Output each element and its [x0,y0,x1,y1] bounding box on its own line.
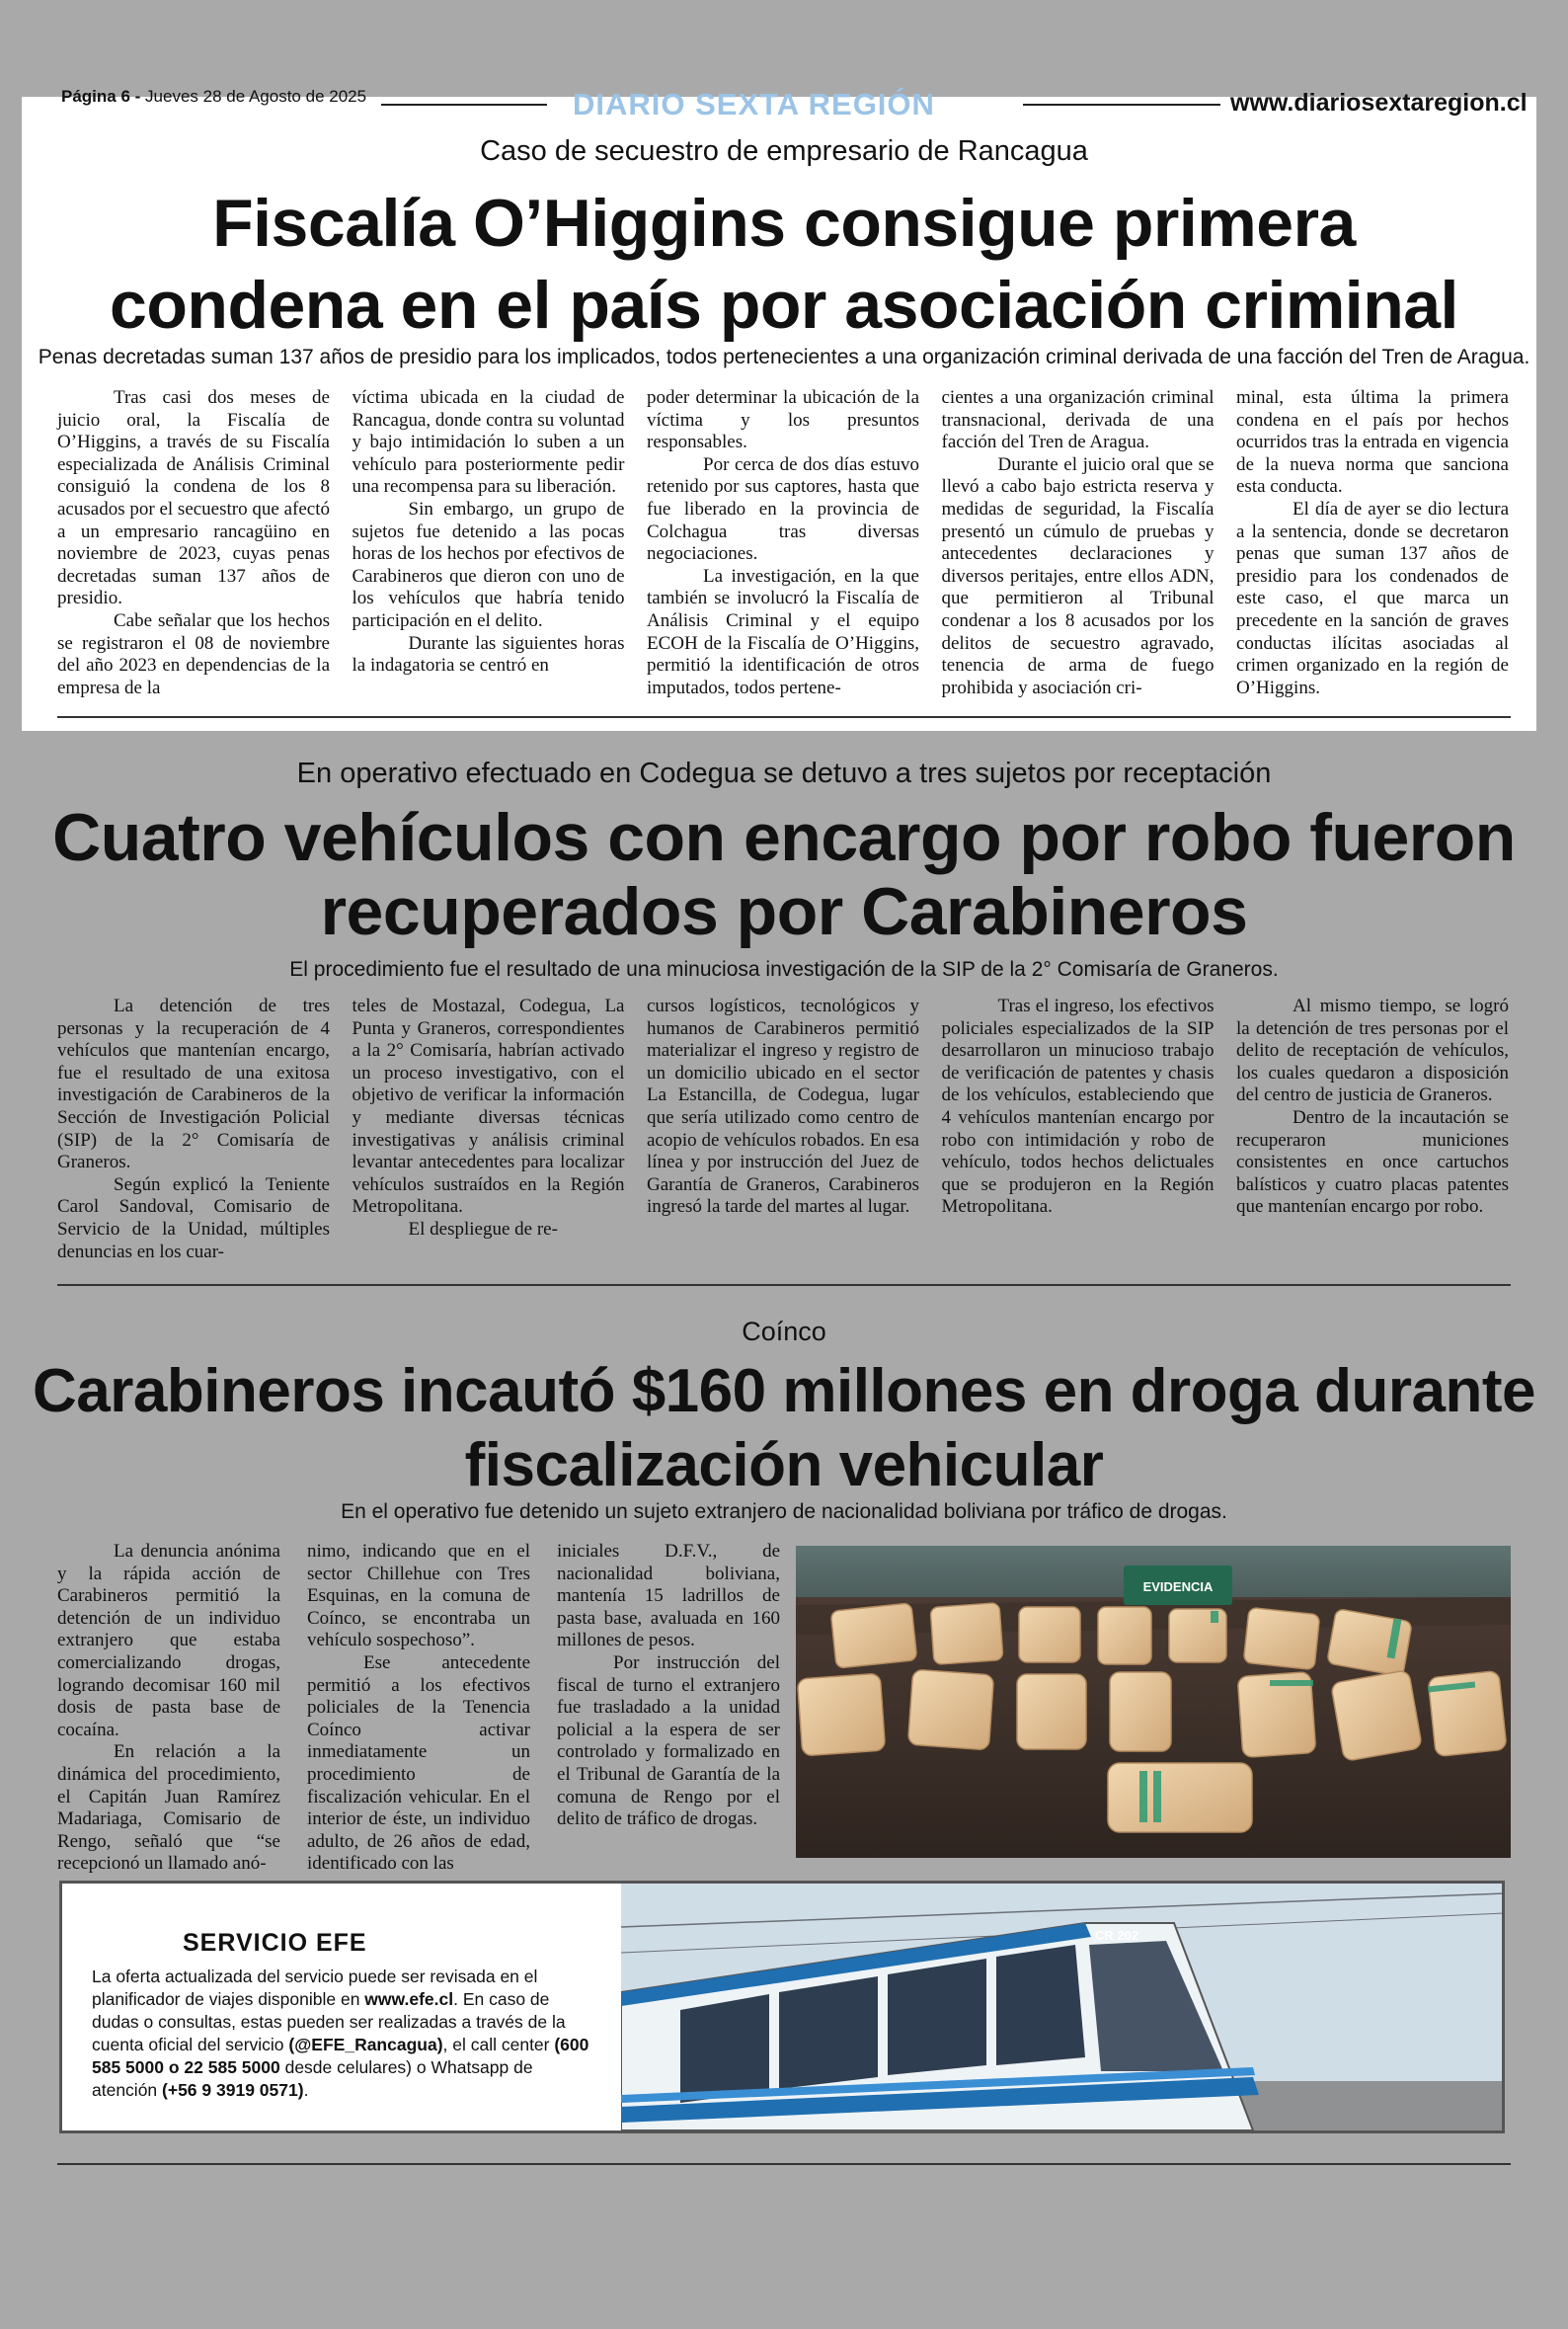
paragraph: cientes a una organización criminal transnacional, derivada de una facción del Tren de Aragua. [941,387,1215,453]
article-3-subhead: En el operativo fue detenido un sujeto extranjero de nacionalidad boliviana por tráfico de drogas. [341,1500,1227,1523]
article-2-bottom-rule [57,1284,1511,1286]
article-1-column-5 [1236,387,1509,713]
paragraph: nimo, indicando que en el sector Chillehue con Tres Esquinas, en la comuna de Coínco, se encontraba un vehículo sospechoso”. [307,1541,530,1651]
paragraph: Tras casi dos meses de juicio oral, la Fiscalía de O’Higgins, a través de su Fiscalía especializada de Análisis Criminal consiguió la condena de los 8 acusados por el secuestro que afectó a un empresario rancagüino en noviembre de 2023, cuyas penas decretadas suman 137 años de presidio. [57,387,330,609]
paragraph: En relación a la dinámica del procedimiento, el Capitán Juan Ramírez Madariaga, Comisario de Rengo, señaló que “se recepcionó un llamado anó- [57,1741,280,1875]
paragraph: El día de ayer se dio lectura a la sentencia, donde se decretaron penas que suman 137 años de presidio para los condenados de este caso, el que marca un precedente en la sanción de graves conductas ilícitas asociadas al crimen organizado en la región de O’Higgins. [1236,498,1509,698]
article-1-subhead: Penas decretadas suman 137 años de presidio para los implicados, todos pertenecientes a una organización criminal derivada de una facción del Tren de Aragua. [38,346,1530,368]
paragraph: Por cerca de dos días estuvo retenido por sus captores, hasta que fue liberado en la provincia de Colchagua tras diversas negociaciones. [647,453,919,565]
article-2-headline-line-1: Cuatro vehículos con encargo por robo fueron [52,800,1516,875]
train-photo [621,1884,1505,2130]
article-3-column-1 [57,1541,280,1875]
efe-text-part: La oferta actualizada del servicio puede ser revisada en el planificador de viajes disponible en [92,1967,538,2009]
article-1-column-3 [647,387,919,713]
paragraph: minal, esta última la primera condena en el país por hechos ocurridos tras la entrada en vigencia de la nueva norma que sanciona esta conducta. [1236,387,1509,498]
paragraph: Cabe señalar que los hechos se registraron el 08 de noviembre del año 2023 en dependencias de la empresa de la [57,609,330,698]
article-1-kicker: Caso de secuestro de empresario de Rancagua [480,135,1088,167]
article-3-column-2 [307,1541,530,1875]
masthead: DIARIO SEXTA REGIÓN [573,87,935,121]
header-rule-left [381,104,547,106]
article-1-bottom-rule [57,716,1511,718]
efe-phone-numbers: (600 585 5000 o 22 585 5000 [92,2035,589,2077]
paragraph: Por instrucción del fiscal de turno el extranjero fue trasladado a la unidad policial a la espera de ser controlado y formalizado en el Tribunal de Garantía de la comuna de Rengo por el delito de tráfico de drogas. [557,1651,780,1830]
header-rule-right [1023,104,1220,106]
article-3-kicker: Coínco [742,1317,826,1346]
page-info [61,87,366,107]
article-1-column-1 [57,387,330,713]
article-3-headline-line-2: fiscalización vehicular [464,1431,1104,1499]
paragraph: La detención de tres personas y la recuperación de 4 vehículos que mantenían encargo, fue el resultado de una exitosa investigación de Carabineros de la Sección de Investigación Policial (SIP) de la 2° Comisaría de Graneros. [57,996,330,1173]
article-1-column-2 [353,387,625,713]
paragraph: Ese antecedente permitió a los efectivos policiales de la Tenencia Coínco activar inmediatamente un procedimiento de fiscalización vehicular. En el interior de éste, un individuo adulto, de 26 años de edad, identificado con las [307,1651,530,1875]
paragraph: Dentro de la incautación se recuperaron municiones consistentes en once cartuchos balísticos y cuatro placas patentes que mantenían encargo por robo. [1236,1106,1509,1218]
issue-date: Jueves 28 de Agosto de 2025 [145,87,367,106]
article-2-column-1 [57,996,330,1284]
article-2-subhead: El procedimiento fue el resultado de una minuciosa investigación de la SIP de la 2° Comisaría de Graneros. [289,958,1279,981]
paragraph: Tras el ingreso, los efectivos policiales especializados de la SIP desarrollaron un minucioso trabajo de verificación de patentes y chasis de los vehículos, estableciendo que 4 vehículos mantenían encargo por robo con intimidación y robo de vehículo, todos hechos delictuales que se produjeron en la Región Metropolitana. [941,996,1215,1218]
paragraph: Sin embargo, un grupo de sujetos fue detenido a las pocas horas de los hechos por efectivos de Carabineros que dieron con uno de los vehículos que habría tenido participación en el delito. [352,498,625,631]
article-1-headline-line-2: condena en el país por asociación criminal [110,268,1458,343]
article-1-body [57,387,1509,713]
paragraph: poder determinar la ubicación de la víctima y los presuntos responsables. [647,387,919,453]
paragraph: La denuncia anónima y la rápida acción de Carabineros permitió la detención de un individuo extranjero que estaba comercializando drogas, logrando decomisar 160 mil dosis de pasta base de cocaína. [57,1541,280,1740]
paragraph: El despliegue de re- [408,1218,558,1240]
article-3-body [57,1541,780,1875]
article-2-column-3 [647,996,919,1284]
paragraph: cursos logísticos, tecnológicos y humanos de Carabineros permitió materializar el ingreso y registro de un domicilio ubicado en el sector La Estancilla, de Codegua, lugar que sería utilizado como centro de acopio de vehículos robados. En esa línea y por instrucción del Juez de Garantía de Graneros, Carabineros ingresó la tarde del martes al lugar. [647,996,919,1218]
train-number: CR 202 [1095,1928,1139,1943]
article-2-kicker: En operativo efectuado en Codegua se detuvo a tres sujetos por receptación [296,758,1272,789]
paragraph: teles de Mostazal, Codegua, La Punta y Graneros, correspondientes a la 2° Comisaría, habrían activado un proceso investigativo, con el objetivo de verificar la información y mediante diversas técnicas investigativas y análisis criminal levantar antecedentes para localizar vehículos sustraídos en la Región Metropolitana. [352,996,625,1218]
paragraph: Al mismo tiempo, se logró la detención de tres personas por el delito de receptación de vehículos, los cuales quedaron a disposición del centro de justicia de Graneros. [1236,996,1509,1106]
page-number: Página 6 - [61,87,141,106]
paragraph: iniciales D.F.V., de nacionalidad boliviana, mantenía 15 ladrillos de pasta base, avaluada en 160 millones de pesos. [557,1541,780,1651]
site-url: www.diariosextaregion.cl [1230,89,1528,117]
efe-box-title: SERVICIO EFE [183,1929,367,1957]
article-2-headline-line-2: recuperados por Carabineros [320,874,1248,949]
efe-text-part: desde celulares) o Whatsapp de atención [92,2057,533,2100]
efe-text-part: , el call center [442,2035,555,2054]
page-bottom-rule [57,2163,1511,2165]
article-1-headline-line-1: Fiscalía O’Higgins consigue primera [212,186,1356,261]
paragraph: Durante el juicio oral que se llevó a cabo bajo estricta reserva y medidas de seguridad, la Fiscalía presentó un cúmulo de pruebas y antecedentes declaraciones y diversos peritajes, entre ellos ADN, que permitieron al Tribunal condenar a los 8 acusados por los delitos de secuestro agravado, tenencia de arma de fuego prohibida y asociación cri- [941,453,1215,698]
efe-text-part: . [303,2080,309,2100]
article-2-column-5 [1236,996,1509,1284]
paragraph: Durante las siguientes horas la indagatoria se centró en [352,632,625,677]
paragraph: La investigación, en la que también se involucró la Fiscalía de Análisis Criminal y el equipo ECOH de la Fiscalía de O’Higgins, permitió la identificación de otros imputados, todos pertene- [647,565,919,698]
evidence-sign [1124,1566,1232,1605]
article-2-column-4 [942,996,1215,1284]
efe-whatsapp-number: (+56 9 3919 0571) [162,2080,304,2100]
drug-seizure-photo [796,1546,1511,1858]
article-1-column-4 [942,387,1215,713]
article-2-body [57,996,1509,1284]
efe-social-handle: (@EFE_Rancagua) [288,2035,443,2054]
article-3-column-3 [557,1541,780,1867]
efe-website-link[interactable]: www.efe.cl [364,1989,454,2009]
paragraph: víctima ubicada en la ciudad de Rancagua, donde contra su voluntad y bajo intimidación lo suben a un vehículo para posteriormente pedir una recompensa para su liberación. [352,387,625,498]
article-3-headline-line-1: Carabineros incautó $160 millones en droga durante [33,1357,1535,1425]
article-2-column-2 [353,996,625,1284]
efe-text-part: . En caso de dudas o consultas, estas pueden ser realizadas a través de la cuenta oficial del servicio [92,1989,566,2054]
efe-box-text [92,1966,595,2102]
evidence-sign-label: EVIDENCIA [1142,1579,1214,1594]
paragraph: Según explicó la Teniente Carol Sandoval, Comisario de Servicio de la Unidad, múltiples denuncias en los cuar- [57,1173,330,1262]
